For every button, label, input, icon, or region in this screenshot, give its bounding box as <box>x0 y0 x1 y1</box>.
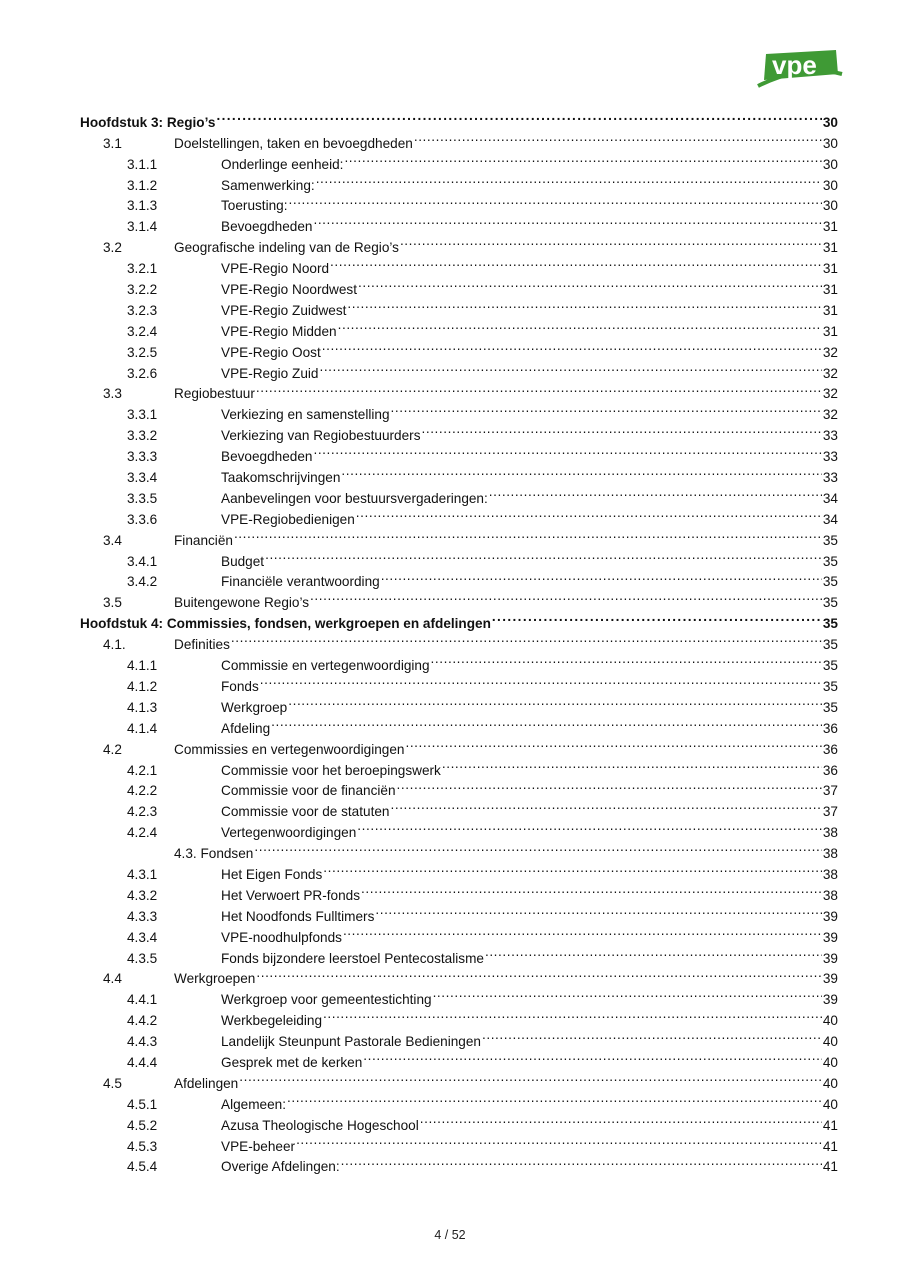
toc-dot-leader <box>316 169 822 190</box>
logo-text: vpe <box>772 50 817 80</box>
toc-entry-page: 38 <box>822 887 838 903</box>
toc-entry-title: Commissies en vertegenwoordigingen <box>174 741 405 757</box>
toc-entry-number: 3.4 <box>103 532 122 548</box>
toc-entry-page: 40 <box>822 1034 838 1050</box>
toc-dot-leader <box>489 482 822 503</box>
toc-entry-number: 4.3.4 <box>127 929 158 945</box>
toc-entry-title: Commissie voor het beroepingswerk <box>221 762 441 778</box>
toc-entry-title: Definities <box>174 637 230 653</box>
toc-entry-page: 31 <box>822 282 838 298</box>
toc-entry-number: 4.1.1 <box>127 658 158 674</box>
toc-entry-title: Azusa Theologische Hogeschool <box>221 1117 419 1133</box>
toc-entry-title: Het Eigen Fonds <box>221 866 323 882</box>
toc-dot-leader <box>323 1004 822 1025</box>
table-of-contents <box>80 106 838 1175</box>
toc-entry-page: 31 <box>822 323 838 339</box>
toc-entry-number: 4.4.2 <box>127 1013 158 1029</box>
toc-entry-title: Afdeling <box>221 720 271 736</box>
toc-entry-title: VPE-Regio Zuid <box>221 365 319 381</box>
toc-entry-number: 3.3.5 <box>127 490 158 506</box>
toc-entry-title: Het Noodfonds Fulltimers <box>221 908 375 924</box>
toc-entry-number: 4.1.3 <box>127 699 158 715</box>
toc-dot-leader <box>356 503 822 524</box>
toc-entry-title: Doelstellingen, taken en bevoegdheden <box>174 135 413 151</box>
toc-entry-number: 3.3.4 <box>127 470 158 486</box>
toc-entry-page: 30 <box>822 198 838 214</box>
toc-entry-title: Buitengewone Regio’s <box>174 595 310 611</box>
toc-dot-leader <box>216 106 821 127</box>
toc-entry-number: 4.1.2 <box>127 678 158 694</box>
toc-entry-number: 3.1.2 <box>127 177 158 193</box>
toc-entry-page: 41 <box>822 1159 838 1175</box>
toc-entry-page: 33 <box>822 449 838 465</box>
toc-dot-leader <box>485 942 822 963</box>
toc-entry-number: 3.1.1 <box>127 156 158 172</box>
toc-entry-number: 4.4 <box>103 971 122 987</box>
toc-entry-number: 3.2.1 <box>127 261 158 277</box>
toc-entry-number: 3.5 <box>103 595 122 611</box>
toc-dot-leader <box>319 357 821 378</box>
toc-dot-leader <box>341 461 821 482</box>
toc-entry-page: 39 <box>822 908 838 924</box>
toc-dot-leader <box>296 1130 822 1151</box>
toc-entry-title: Algemeen: <box>221 1096 286 1112</box>
toc-entry-title: Geografische indeling van de Regio’s <box>174 240 399 256</box>
toc-dot-leader <box>358 273 822 294</box>
toc-entry-number: 4.5.1 <box>127 1096 158 1112</box>
toc-entry-page: 35 <box>822 616 838 632</box>
toc-entry-number: 3.1.4 <box>127 219 158 235</box>
toc-dot-leader <box>313 210 821 231</box>
toc-entry-number: 3.4.2 <box>127 574 158 590</box>
toc-entry-number: 3.1 <box>103 135 122 151</box>
toc-entry-number: 3.2.5 <box>127 344 158 360</box>
toc-entry-number: 4.3.1 <box>127 866 158 882</box>
toc-entry-number: 4.5.4 <box>127 1159 158 1175</box>
toc-entry-page: 41 <box>822 1138 838 1154</box>
toc-entry-page: 32 <box>822 407 838 423</box>
toc-entry-page: 34 <box>822 490 838 506</box>
toc-dot-leader <box>414 127 822 148</box>
toc-entry-title: Landelijk Steunpunt Pastorale Bedieningen <box>221 1034 481 1050</box>
toc-dot-leader <box>422 419 822 440</box>
toc-entry-page: 35 <box>822 678 838 694</box>
toc-dot-leader <box>390 795 821 816</box>
toc-entry-page: 41 <box>822 1117 838 1133</box>
toc-dot-leader <box>310 586 822 607</box>
toc-entry-title: VPE-Regio Noord <box>221 261 330 277</box>
toc-entry-page: 31 <box>822 219 838 235</box>
toc-entry-title: Vertegenwoordigingen <box>221 825 357 841</box>
toc-entry-page: 40 <box>822 1075 838 1091</box>
toc-entry-page: 36 <box>822 720 838 736</box>
toc-entry-title: Overige Afdelingen: <box>221 1159 340 1175</box>
toc-dot-leader <box>289 190 822 211</box>
toc-dot-leader <box>265 545 822 566</box>
toc-entry-title: Fonds <box>221 678 259 694</box>
toc-dot-leader <box>397 775 822 796</box>
toc-entry-title: Bevoegdheden <box>221 219 313 235</box>
toc-entry-number: 3.3 <box>103 386 122 402</box>
toc-dot-leader <box>420 1109 822 1130</box>
toc-entry-number: 4.4.3 <box>127 1034 158 1050</box>
toc-dot-leader <box>363 1046 822 1067</box>
toc-entry-page: 32 <box>822 344 838 360</box>
toc-dot-leader <box>231 628 822 649</box>
toc-dot-leader <box>347 294 821 315</box>
toc-entry-number: 4.2 <box>103 741 122 757</box>
toc-dot-leader <box>361 879 822 900</box>
toc-entry-page: 30 <box>822 156 838 172</box>
toc-entry-page: 30 <box>822 177 838 193</box>
toc-entry-number: 3.3.1 <box>127 407 158 423</box>
toc-dot-leader <box>375 900 822 921</box>
toc-entry-number: 3.2.4 <box>127 323 158 339</box>
toc-entry-page: 35 <box>822 699 838 715</box>
toc-entry-number: 4.2.2 <box>127 783 158 799</box>
toc-entry-title: 4.3. Fondsen <box>174 846 254 862</box>
toc-entry-title: Regiobestuur <box>174 386 255 402</box>
toc-entry-number: 4.4.4 <box>127 1054 158 1070</box>
toc-dot-leader <box>343 921 822 942</box>
toc-entry-page: 37 <box>822 804 838 820</box>
toc-dot-leader <box>338 315 822 336</box>
toc-entry-page: 33 <box>822 428 838 444</box>
toc-entry-page: 39 <box>822 929 838 945</box>
toc-entry-title: Commissie en vertegenwoordiging <box>221 658 430 674</box>
toc-entry-title: Samenwerking: <box>221 177 315 193</box>
toc-entry-page: 39 <box>822 992 838 1008</box>
toc-entry-title: Werkgroep voor gemeentestichting <box>221 992 432 1008</box>
toc-entry-page: 34 <box>822 511 838 527</box>
toc-entry-number: 3.2.6 <box>127 365 158 381</box>
toc-entry-number: 4.3.5 <box>127 950 158 966</box>
toc-entry-page: 35 <box>822 553 838 569</box>
toc-entry-page: 36 <box>822 762 838 778</box>
toc-entry-title: Financiën <box>174 532 233 548</box>
toc-dot-leader <box>357 816 822 837</box>
toc-entry-title: VPE-noodhulpfonds <box>221 929 342 945</box>
toc-entry-page: 35 <box>822 532 838 548</box>
toc-entry-title: Verkiezing en samenstelling <box>221 407 390 423</box>
toc-dot-leader <box>405 733 821 754</box>
toc-entry-page: 35 <box>822 637 838 653</box>
toc-dot-leader <box>234 524 822 545</box>
toc-entry-page: 31 <box>822 261 838 277</box>
toc-dot-leader <box>344 148 821 169</box>
toc-entry-title: Afdelingen <box>174 1075 239 1091</box>
toc-entry-page: 36 <box>822 741 838 757</box>
toc-entry-page: 32 <box>822 365 838 381</box>
toc-dot-leader <box>492 607 822 628</box>
toc-entry-number: 3.2.2 <box>127 282 158 298</box>
toc-entry-page: 37 <box>822 783 838 799</box>
toc-entry-page: 40 <box>822 1013 838 1029</box>
toc-entry-title: Fonds bijzondere leerstoel Pentecostalisme <box>221 950 484 966</box>
toc-entry-number: 4.2.3 <box>127 804 158 820</box>
page-number: 4 / 52 <box>434 1228 466 1242</box>
toc-entry-number: 4.1. <box>103 637 126 653</box>
toc-dot-leader <box>400 231 822 252</box>
toc-entry-number: 4.1.4 <box>127 720 158 736</box>
toc-dot-leader <box>313 440 821 461</box>
toc-entry-title: Budget <box>221 553 265 569</box>
toc-dot-leader <box>260 670 822 691</box>
vpe-logo <box>752 44 844 94</box>
toc-entry-page: 32 <box>822 386 838 402</box>
toc-entry-number: 3.4.1 <box>127 553 158 569</box>
toc-entry-number: 4.2.4 <box>127 825 158 841</box>
toc-dot-leader <box>256 963 822 984</box>
toc-dot-leader <box>391 398 822 419</box>
toc-entry-number: 4.3.3 <box>127 908 158 924</box>
toc-entry-title: Aanbevelingen voor bestuursvergaderingen: <box>221 490 488 506</box>
toc-dot-leader <box>322 336 822 357</box>
toc-entry-title: Hoofdstuk 3: Regio’s <box>80 114 216 130</box>
toc-entry-title: Taakomschrijvingen <box>221 470 341 486</box>
toc-entry-title: VPE-Regiobedienigen <box>221 511 355 527</box>
toc-entry-title: Hoofdstuk 4: Commissies, fondsen, werkgroepen en afdelingen <box>80 616 491 632</box>
toc-entry-title: Het Verwoert PR-fonds <box>221 887 361 903</box>
toc-entry-title: Gesprek met de kerken <box>221 1054 363 1070</box>
toc-entry-title: Werkbegeleiding <box>221 1013 323 1029</box>
toc-entry-title: Commissie voor de financiën <box>221 783 396 799</box>
toc-entry-page: 39 <box>822 950 838 966</box>
toc-entry-number: 3.3.2 <box>127 428 158 444</box>
toc-entry-title: VPE-beheer <box>221 1138 296 1154</box>
toc-entry-number: 3.2 <box>103 240 122 256</box>
toc-entry-page: 31 <box>822 302 838 318</box>
toc-dot-leader <box>323 858 822 879</box>
toc-entry-number: 4.5.2 <box>127 1117 158 1133</box>
toc-entry-title: VPE-Regio Oost <box>221 344 321 360</box>
toc-entry-page: 40 <box>822 1054 838 1070</box>
toc-entry-page: 38 <box>822 846 838 862</box>
toc-entry-title: VPE-Regio Midden <box>221 323 337 339</box>
toc-entry-number: 4.5.3 <box>127 1138 158 1154</box>
toc-entry-number: 4.5 <box>103 1075 122 1091</box>
toc-entry-number: 4.2.1 <box>127 762 158 778</box>
toc-dot-leader <box>271 712 822 733</box>
toc-dot-leader <box>341 1151 822 1172</box>
toc-entry-page: 31 <box>822 240 838 256</box>
toc-entry-title: Toerusting: <box>221 198 288 214</box>
toc-dot-leader <box>254 837 822 858</box>
toc-entry-page: 38 <box>822 866 838 882</box>
toc-entry-number: 4.4.1 <box>127 992 158 1008</box>
toc-entry-number: 3.2.3 <box>127 302 158 318</box>
toc-dot-leader <box>381 566 822 587</box>
toc-entry-title: VPE-Regio Noordwest <box>221 282 357 298</box>
toc-dot-leader <box>431 649 822 670</box>
toc-dot-leader <box>256 378 822 399</box>
toc-dot-leader <box>442 754 822 775</box>
vpe-logo-graphic <box>752 44 844 94</box>
toc-entry-number: 3.3.3 <box>127 449 158 465</box>
toc-dot-leader <box>330 252 822 273</box>
toc-entry-title: Verkiezing van Regiobestuurders <box>221 428 421 444</box>
toc-dot-leader <box>288 691 822 712</box>
toc-entry-title: Commissie voor de statuten <box>221 804 390 820</box>
toc-dot-leader <box>287 1088 822 1109</box>
toc-entry-title: Financiële verantwoording <box>221 574 380 590</box>
toc-entry-page: 35 <box>822 574 838 590</box>
toc-entry-title: Werkgroepen <box>174 971 256 987</box>
toc-entry-page: 33 <box>822 470 838 486</box>
toc-dot-leader <box>433 983 822 1004</box>
toc-entry-number: 3.3.6 <box>127 511 158 527</box>
toc-dot-leader <box>482 1025 822 1046</box>
toc-entry-title: Bevoegdheden <box>221 449 313 465</box>
toc-entry-page: 35 <box>822 595 838 611</box>
toc-entry-title: Onderlinge eenheid: <box>221 156 344 172</box>
toc-dot-leader <box>239 1067 822 1088</box>
toc-chapter-entry[interactable] <box>80 106 838 130</box>
toc-entry-title: VPE-Regio Zuidwest <box>221 302 347 318</box>
toc-entry-page: 35 <box>822 658 838 674</box>
toc-entry-page: 40 <box>822 1096 838 1112</box>
toc-entry-page: 30 <box>822 135 838 151</box>
toc-entry-number: 3.1.3 <box>127 198 158 214</box>
toc-entry-title: Werkgroep <box>221 699 288 715</box>
toc-entry-number: 4.3.2 <box>127 887 158 903</box>
toc-entry-page: 30 <box>822 114 838 130</box>
toc-entry-page: 39 <box>822 971 838 987</box>
toc-entry-page: 38 <box>822 825 838 841</box>
